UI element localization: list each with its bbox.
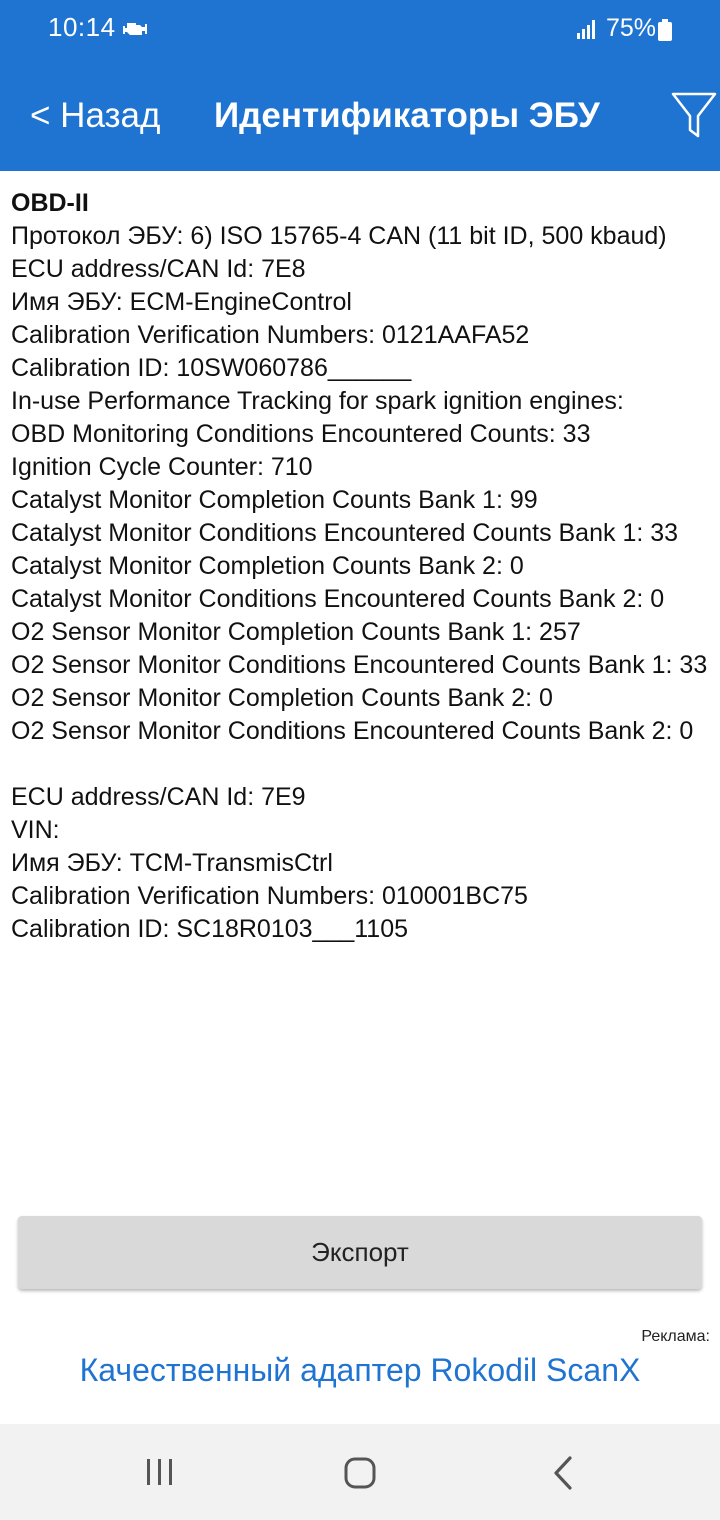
info-line: ECU address/CAN Id: 7E9 (11, 783, 306, 811)
blank-line (11, 748, 711, 781)
info-line: Calibration ID: SC18R0103___1105 (11, 915, 409, 943)
status-bar (0, 0, 720, 58)
back-button[interactable]: < Назад (30, 96, 161, 135)
page-title: Идентификаторы ЭБУ (214, 96, 600, 135)
header (0, 0, 720, 171)
filter-icon[interactable] (670, 90, 718, 140)
ad-label: Реклама: (641, 1328, 710, 1345)
info-line: Catalyst Monitor Completion Counts Bank 1: 99 (11, 486, 538, 514)
app-bar (0, 58, 720, 171)
battery-percentage: 75% (606, 14, 657, 42)
info-line: OBD Monitoring Conditions Encountered Counts: 33 (11, 420, 591, 448)
info-line: Имя ЭБУ: TCM-TransmisCtrl (11, 849, 333, 877)
info-line: Ignition Cycle Counter: 710 (11, 453, 313, 481)
back-icon[interactable] (550, 1455, 576, 1491)
ecu-info (11, 187, 711, 946)
info-line: Calibration Verification Numbers: 010001BC75 (11, 882, 528, 910)
home-icon[interactable] (343, 1456, 377, 1490)
signal-icon (576, 18, 598, 40)
info-line: O2 Sensor Monitor Completion Counts Bank 2: 0 (11, 684, 553, 712)
info-line: ECU address/CAN Id: 7E8 (11, 255, 306, 283)
info-line: Catalyst Monitor Conditions Encountered Counts Bank 2: 0 (11, 585, 665, 613)
info-line: Calibration Verification Numbers: 0121AAFA52 (11, 321, 530, 349)
info-line: Catalyst Monitor Completion Counts Bank 2: 0 (11, 552, 524, 580)
status-time: 10:14 (48, 12, 116, 42)
info-line: Calibration ID: 10SW060786______ (11, 354, 412, 382)
ad-link[interactable]: Качественный адаптер Rokodil ScanX (79, 1352, 641, 1388)
recents-icon[interactable] (144, 1457, 176, 1487)
export-button[interactable]: Экспорт (18, 1216, 702, 1289)
info-line: Catalyst Monitor Conditions Encountered Counts Bank 1: 33 (11, 519, 679, 547)
engine-icon (122, 20, 148, 38)
info-line: O2 Sensor Monitor Completion Counts Bank 1: 257 (11, 618, 581, 646)
battery-icon (658, 19, 672, 41)
info-line: VIN: (11, 816, 60, 844)
navigation-bar (0, 1424, 720, 1520)
section-title: OBD-II (11, 189, 89, 217)
info-line: Протокол ЭБУ: 6) ISO 15765-4 CAN (11 bit ID, 500 kbaud) (11, 222, 667, 250)
info-line: O2 Sensor Monitor Conditions Encountered Counts Bank 1: 33 (11, 651, 708, 679)
info-line: Имя ЭБУ: ECM-EngineControl (11, 288, 352, 316)
info-line: In-use Performance Tracking for spark ignition engines: (11, 387, 624, 415)
info-line: O2 Sensor Monitor Conditions Encountered Counts Bank 2: 0 (11, 717, 694, 745)
